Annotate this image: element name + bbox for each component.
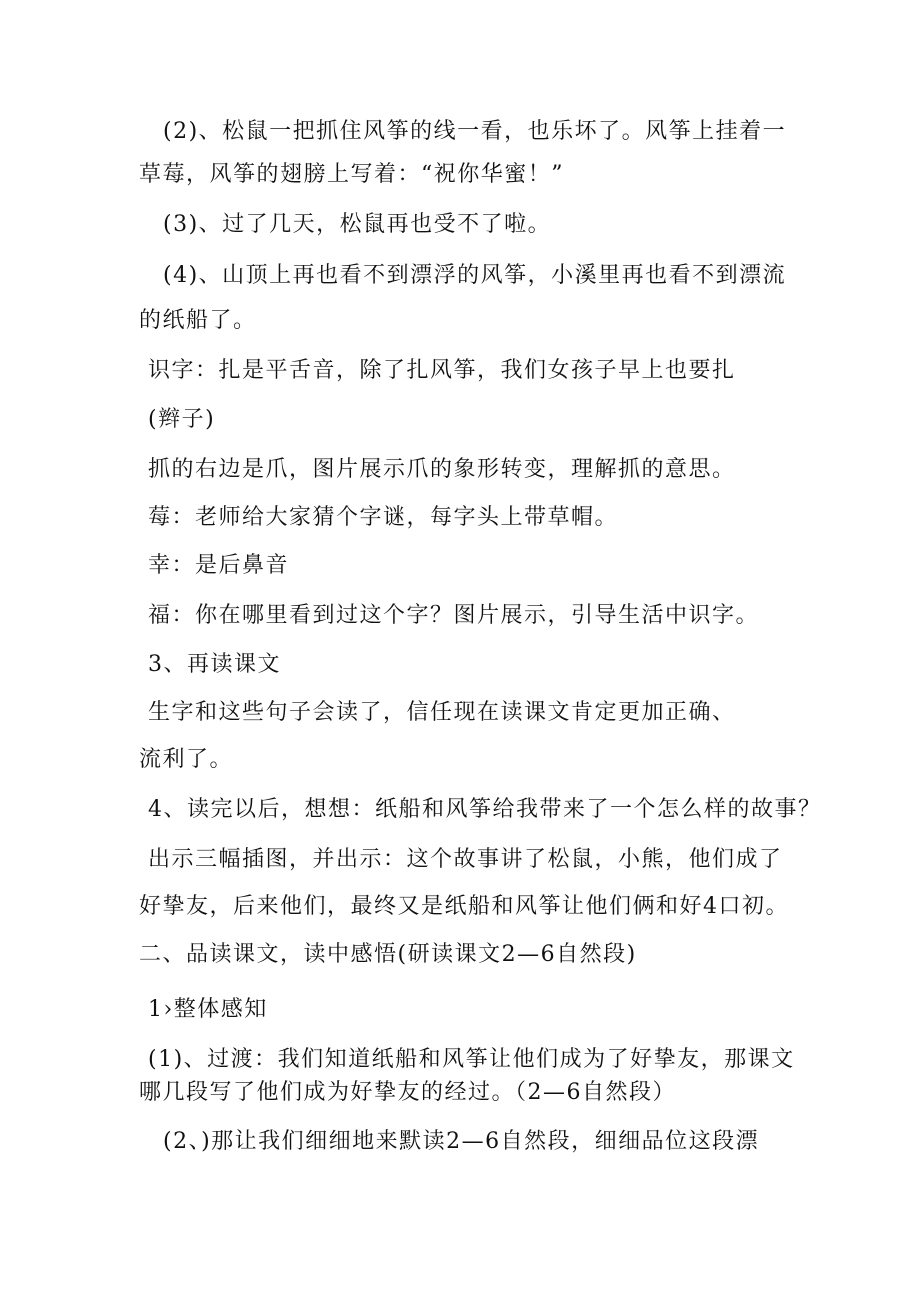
text-line-14: 流利了。 bbox=[139, 747, 234, 772]
text-line-9: 莓：老师给大家猜个字谜，每字头上带草帽。 bbox=[148, 505, 619, 530]
text-line-21: 哪几段写了他们成为好挚友的经过。（2—6自然段） bbox=[139, 1080, 676, 1105]
text-line-4: (4)、山顶上再也看不到漂浮的风筝，小溪里再也看不到漂流 bbox=[163, 263, 787, 288]
text-line-15: 4、读完以后，想想：纸船和风筝给我带来了一个怎么样的故事？ bbox=[148, 797, 822, 822]
text-line-8: 抓的右边是爪，图片展示爪的象形转变，理解抓的意思。 bbox=[148, 457, 736, 482]
text-line-6: 识字：扎是平舌音，除了扎风筝，我们女孩子早上也要扎 bbox=[148, 358, 736, 383]
text-line-17: 好挚友，后来他们，最终又是纸船和风筝让他们俩和好4口初。 bbox=[139, 894, 789, 919]
subheading-overall-perception: 1›整体感知 bbox=[148, 997, 268, 1022]
text-line-16: 出示三幅插图，并出示：这个故事讲了松鼠，小熊，他们成了 bbox=[148, 847, 783, 872]
section-heading-appreciation: 二、品读课文，读中感悟(研读课文2—6自然段) bbox=[139, 942, 637, 967]
text-line-13: 生字和这些句子会读了，信任现在读课文肯定更加正确、 bbox=[148, 700, 736, 725]
text-line-10: 幸：是后鼻音 bbox=[148, 553, 290, 578]
text-line-11: 福：你在哪里看到过这个字？图片展示，引导生活中识字。 bbox=[148, 603, 760, 628]
text-line-3: (3)、过了几天，松鼠再也受不了啦。 bbox=[163, 212, 552, 237]
text-line-7: (辫子) bbox=[148, 407, 216, 432]
text-line-22: (2、)那让我们细细地来默读2—6自然段，细细品位这段漂 bbox=[163, 1129, 760, 1154]
text-line-1: (2)、松鼠一把抓住风筝的线一看，也乐坏了。风筝上挂着一 bbox=[163, 119, 787, 144]
text-line-20: (1)、过渡：我们知道纸船和风筝让他们成为了好挚友，那课文 bbox=[148, 1047, 795, 1072]
text-line-2: 草莓，风筝的翅膀上写着：“祝你华蜜！” bbox=[139, 162, 564, 187]
section-heading-reread: 3、再读课文 bbox=[148, 652, 281, 677]
text-line-5: 的纸船了。 bbox=[139, 308, 257, 333]
